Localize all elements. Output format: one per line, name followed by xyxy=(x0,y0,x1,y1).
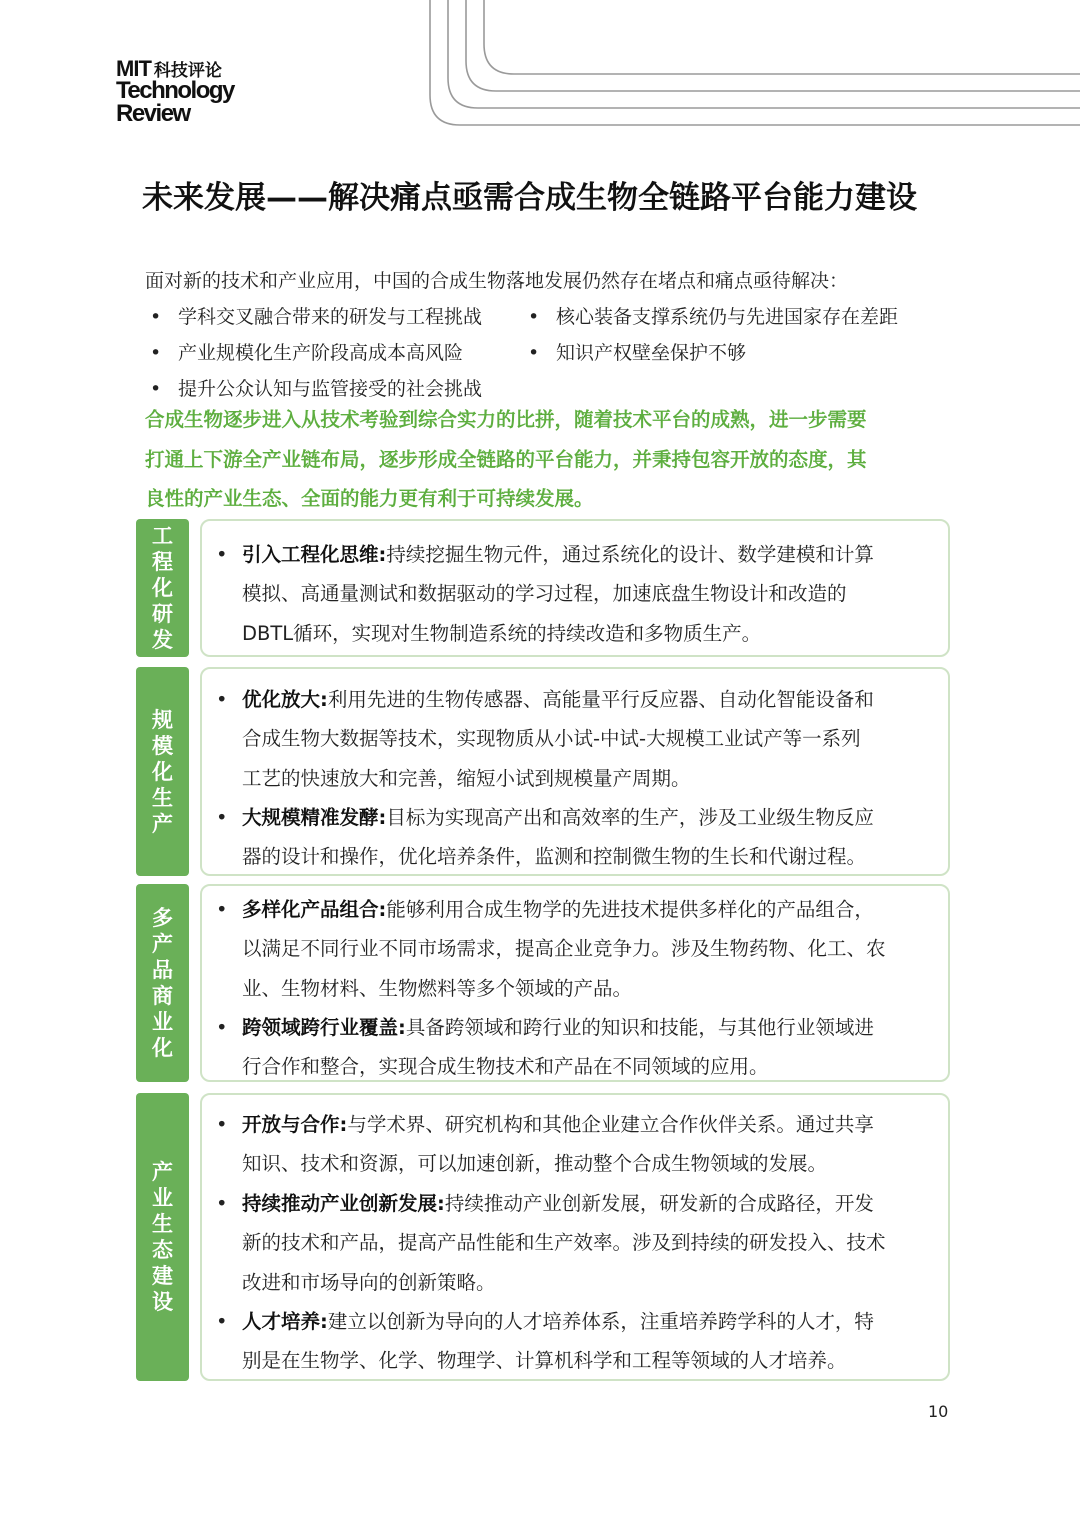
item-text: 合成生物大数据等技术，实现物质从小试-中试-大规模工业试产等一系列 xyxy=(242,727,861,751)
item-text: 以满足不同行业不同市场需求，提高企业竞争力。涉及生物药物、化工、农 xyxy=(242,937,886,961)
item-text: 与学术界、研究机构和其他企业建立合作伙伴关系。通过共享 xyxy=(347,1113,874,1136)
highlight-line: 合成生物逐步进入从技术考验到综合实力的比拼，随着技术平台的成熟，进一步需要 xyxy=(145,408,867,431)
bullet: • xyxy=(216,688,228,711)
item-heading: 人才培养: xyxy=(242,1310,328,1333)
section-label-scale-production: 规 模 化 生 产 xyxy=(136,667,189,876)
item-text: DBTL循环，实现对生物制造系统的持续改造和多物质生产。 xyxy=(242,621,762,645)
list-item xyxy=(216,798,942,877)
pain-point-text: 提升公众认知与监管接受的社会挑战 xyxy=(178,378,483,400)
pain-point-text: 核心装备支撑系统仍与先进国家存在差距 xyxy=(556,306,899,328)
item-text: 目标为实现高产出和高效率的生产，涉及工业级生物反应 xyxy=(386,806,874,829)
highlight-line: 良性的产业生态、全面的能力更有利于可持续发展。 xyxy=(145,487,594,510)
item-text: 工艺的快速放大和完善，缩短小试到规模量产周期。 xyxy=(242,766,691,790)
item-text: 新的技术和产品，提高产品性能和生产效率。涉及到持续的研发投入、技术 xyxy=(242,1231,886,1255)
bullet: • xyxy=(150,342,162,364)
pain-point xyxy=(528,338,746,365)
item-text: 持续推动产业创新发展，研发新的合成路径，开发 xyxy=(444,1192,874,1215)
item-text: 持续挖掘生物元件，通过系统化的设计、数学建模和计算 xyxy=(386,543,874,566)
intro-text: 面对新的技术和产业应用，中国的合成生物落地发展仍然存在堵点和痛点亟待解决： xyxy=(145,270,849,292)
section-label-commercialization: 多 产 品 商 业 化 xyxy=(136,884,189,1082)
item-text: 能够利用合成生物学的先进技术提供多样化的产品组合， xyxy=(386,898,874,921)
section-box-engineering xyxy=(200,519,950,657)
pain-point xyxy=(150,302,482,329)
bullet: • xyxy=(150,306,162,328)
bullet: • xyxy=(216,1192,228,1215)
item-text: 模拟、高通量测试和数据驱动的学习过程，加速底盘生物设计和改造的 xyxy=(242,582,847,606)
item-heading: 多样化产品组合: xyxy=(242,898,387,921)
list-item xyxy=(216,890,942,1008)
item-text: 知识、技术和资源，可以加速创新，推动整个合成生物领域的发展。 xyxy=(242,1152,828,1176)
bullet: • xyxy=(528,306,540,328)
item-heading: 跨领域跨行业覆盖: xyxy=(242,1016,406,1039)
item-text: 建立以创新为导向的人才培养体系，注重培养跨学科的人才，特 xyxy=(327,1310,874,1333)
highlight-line: 打通上下游全产业链布局，逐步形成全链路的平台能力，并秉持包容开放的态度，其 xyxy=(145,447,867,471)
item-text: 器的设计和操作，优化培养条件，监测和控制微生物的生长和代谢过程。 xyxy=(242,845,867,869)
item-heading: 持续推动产业创新发展: xyxy=(242,1192,445,1215)
item-heading: 引入工程化思维: xyxy=(242,543,387,566)
list-item xyxy=(216,535,942,653)
item-heading: 开放与合作: xyxy=(242,1113,348,1136)
section-box-industry-ecosystem xyxy=(200,1093,950,1381)
item-heading: 大规模精准发酵: xyxy=(242,806,387,829)
mit-technology-review-logo xyxy=(116,58,234,126)
list-item xyxy=(216,1008,942,1087)
section-label-industry-ecosystem: 产 业 生 态 建 设 xyxy=(136,1093,189,1381)
page-number: 10 xyxy=(928,1402,949,1421)
item-heading: 优化放大: xyxy=(242,688,328,711)
pain-point-text: 产业规模化生产阶段高成本高风险 xyxy=(178,342,464,364)
logo-technology: Technology xyxy=(116,77,234,104)
highlight-paragraph xyxy=(145,400,945,519)
bullet: • xyxy=(216,1016,228,1039)
item-text: 改进和市场导向的创新策略。 xyxy=(242,1270,496,1294)
section-label-engineering: 工 程 化 研 发 xyxy=(136,519,189,657)
bullet: • xyxy=(528,342,540,364)
section-box-commercialization xyxy=(200,884,950,1082)
page-title: 未来发展——解决痛点亟需合成生物全链路平台能力建设 xyxy=(142,180,917,216)
pain-point-text: 学科交叉融合带来的研发与工程挑战 xyxy=(178,306,483,328)
logo-review: Review xyxy=(116,100,190,127)
item-text: 利用先进的生物传感器、高能量平行反应器、自动化智能设备和 xyxy=(327,688,874,711)
logo-mit: MIT xyxy=(116,56,151,81)
bullet: • xyxy=(216,543,228,566)
bullet: • xyxy=(216,898,228,921)
pain-point xyxy=(528,302,898,329)
pain-point xyxy=(150,338,463,365)
pain-point xyxy=(150,374,482,401)
pain-point-text: 知识产权壁垒保护不够 xyxy=(556,342,747,364)
logo-cn: 科技评论 xyxy=(153,61,222,81)
item-text: 别是在生物学、化学、物理学、计算机科学和工程等领域的人才培养。 xyxy=(242,1349,847,1373)
item-text: 业、生物材料、生物燃料等多个领域的产品。 xyxy=(242,976,633,1000)
list-item xyxy=(216,680,942,798)
list-item xyxy=(216,1105,942,1184)
bullet: • xyxy=(216,806,228,829)
list-item xyxy=(216,1302,942,1381)
bullet: • xyxy=(150,378,162,400)
bullet: • xyxy=(216,1113,228,1136)
item-text: 具备跨领域和跨行业的知识和技能，与其他行业领域进 xyxy=(405,1016,874,1039)
bullet: • xyxy=(216,1310,228,1333)
item-text: 行合作和整合，实现合成生物技术和产品在不同领域的应用。 xyxy=(242,1055,769,1079)
list-item xyxy=(216,1184,942,1302)
section-box-scale-production xyxy=(200,667,950,876)
